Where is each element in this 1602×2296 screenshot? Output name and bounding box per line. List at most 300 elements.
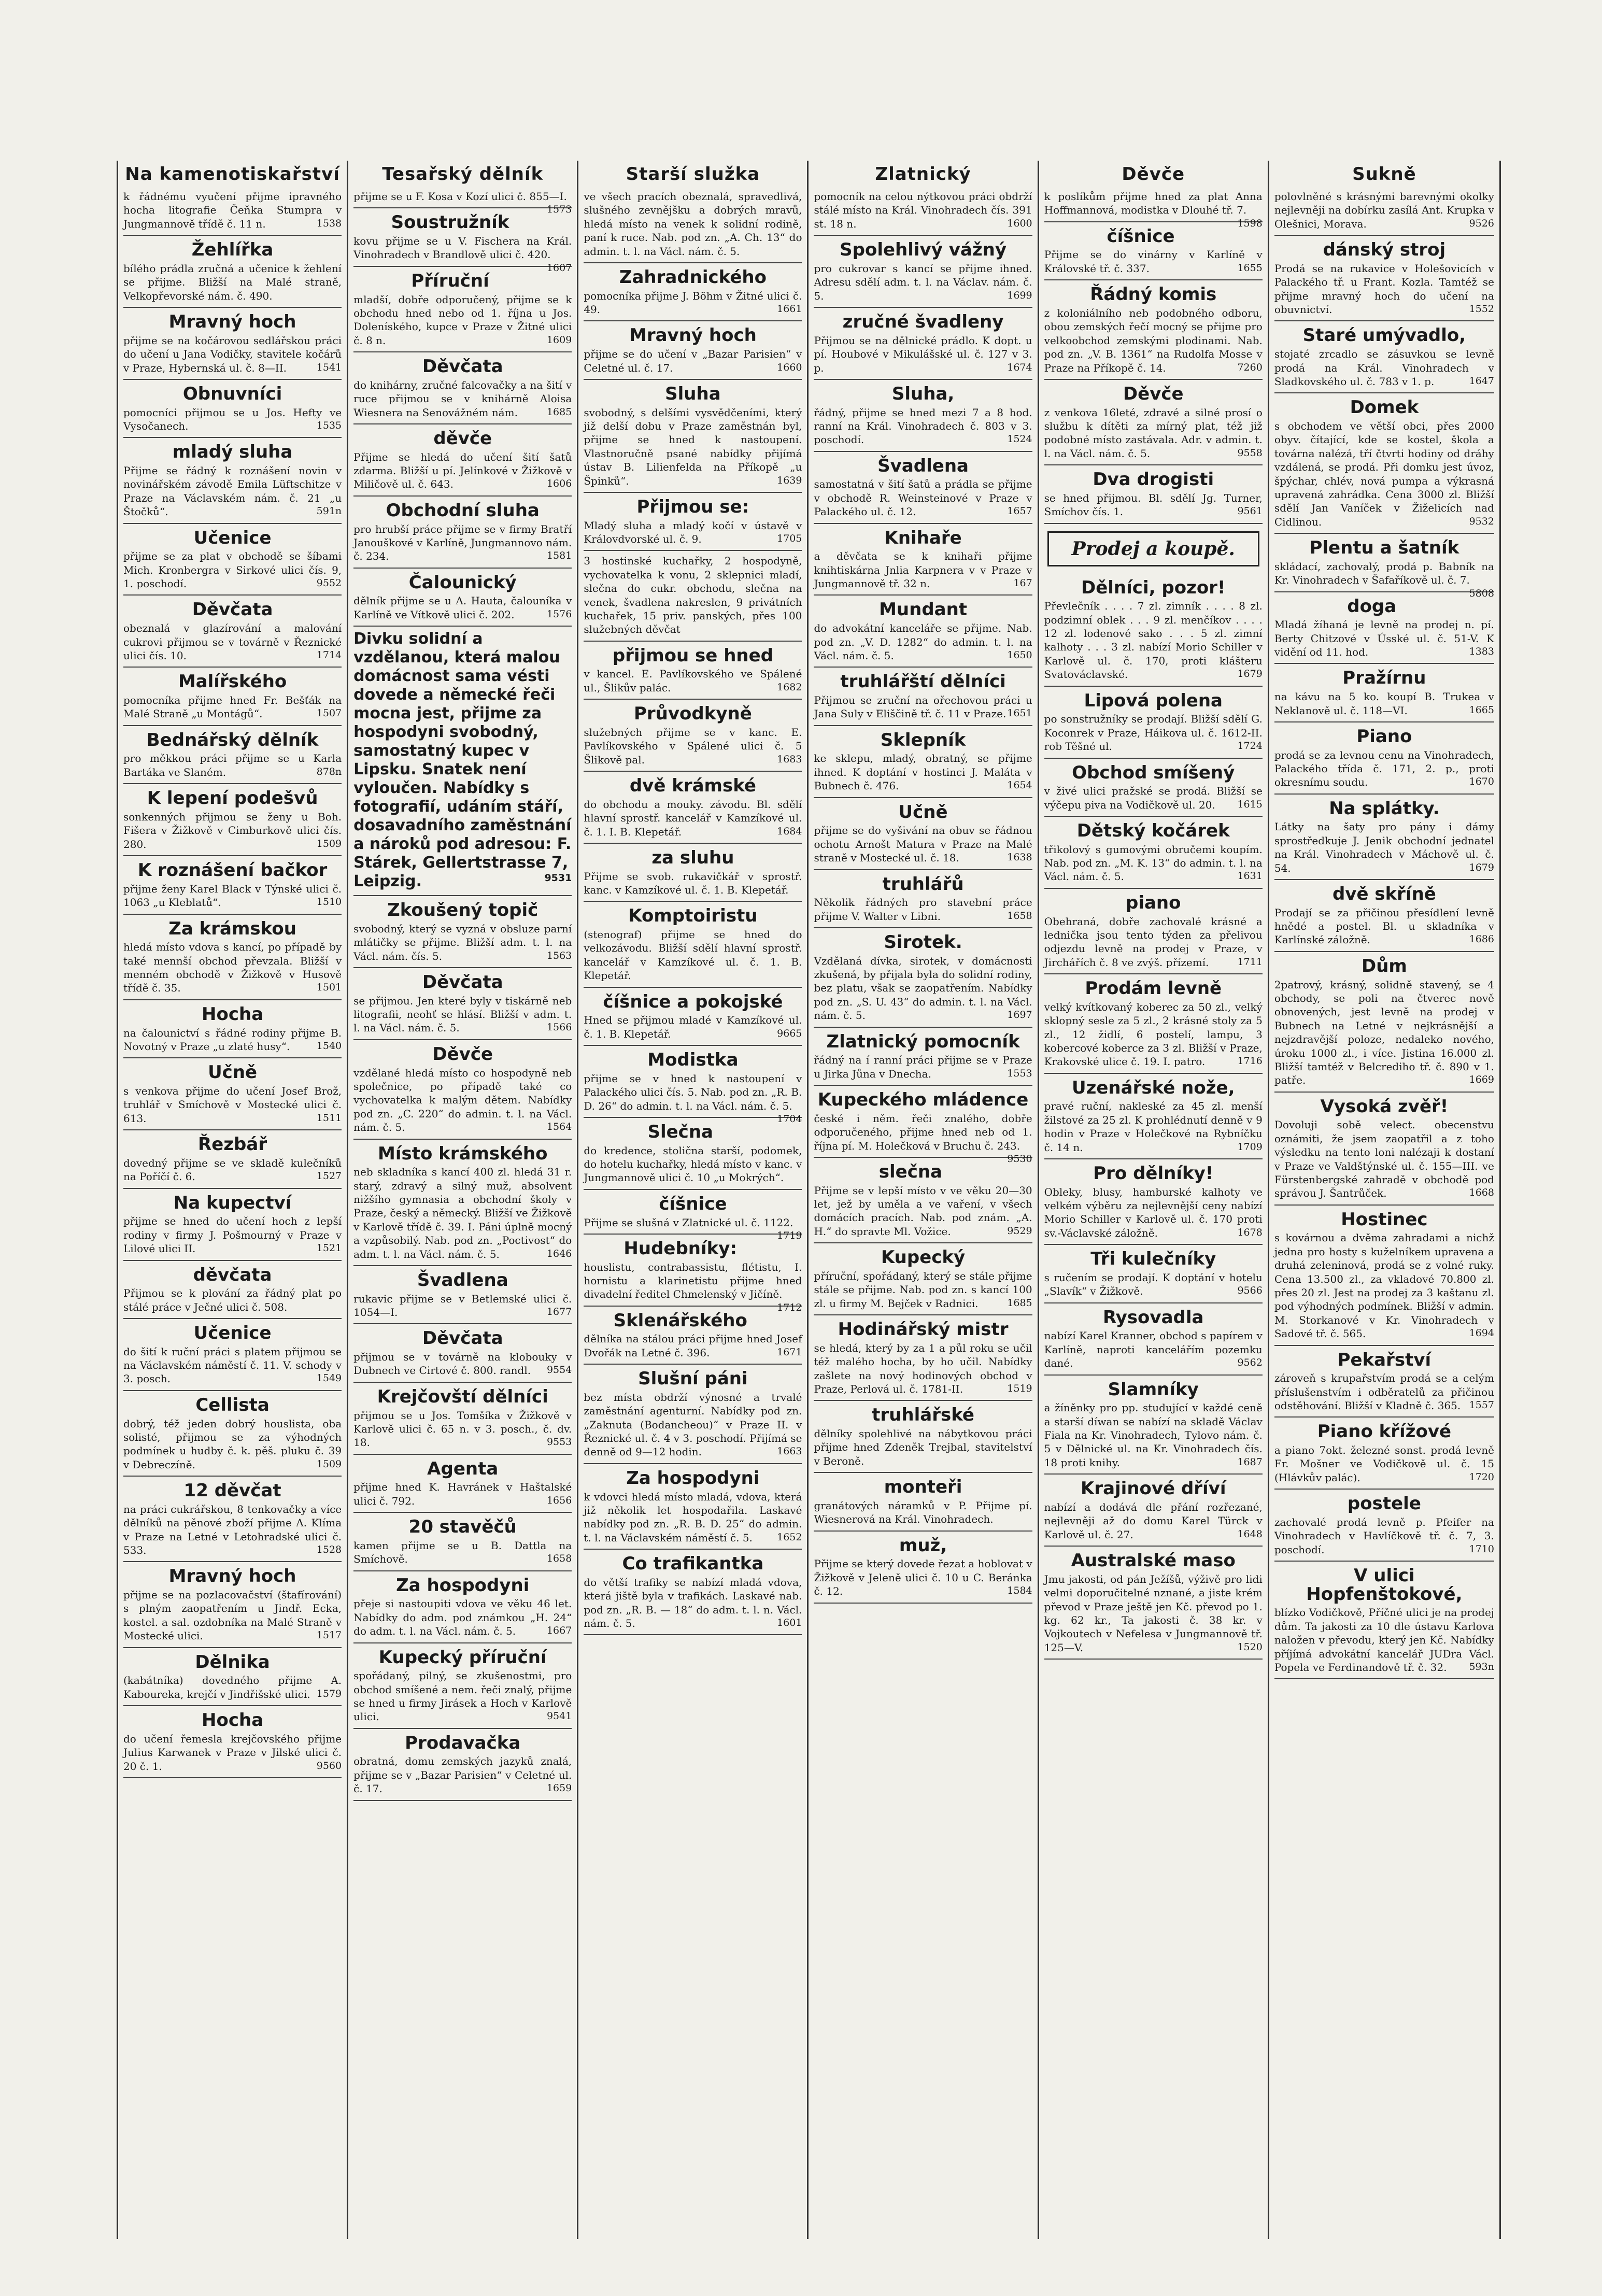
ad-number: 9553 xyxy=(546,1436,572,1448)
ad-text-block xyxy=(584,519,802,546)
ad-number: 1656 xyxy=(546,1494,572,1506)
ad-text-block xyxy=(123,334,342,375)
ad-headline: doga xyxy=(1347,596,1397,617)
ad-text: Jmu jakosti, od pán Ježíšů, výživě pro lidi velmi doporučitelné nznané, a jiste krém převod v Praze ještě jen Kč. převod po 1. kg. 62 kr., Ta jakosti č. 38 kr. v Vojkoutech v Nefelesa v Jungmannově tř. 125—V. xyxy=(1044,1572,1263,1654)
ad-text: neb skladníka s kancí 400 zl. hledá 31 r. starý, zdravý a silný muž, absolvent nižšího gymnasia a obchodní školy v Praze, český a německý. Bližší ve Žižkově v Karlově třídě č. 39. I. Páni úplně mocný a vzpůsobilý. Nab. pod zn. „Poctivost“ do adm. t. l. na Václ. nám. č. 5. xyxy=(353,1166,572,1260)
ad-text-block xyxy=(1274,906,1494,947)
ad-text: mladší, dobře odporučený, přijme se k obchodu hned nebo od 1. října u Jos. Doleníského, kupce v Praze v Žitné ulici č. 8 n. xyxy=(353,293,572,347)
ad-headline: Malířského xyxy=(178,671,287,692)
ad-number: 9554 xyxy=(546,1364,572,1376)
ad-text-block xyxy=(123,882,342,910)
ad-number: 9665 xyxy=(777,1027,802,1039)
ad-text-block xyxy=(123,406,342,433)
ad-text-block xyxy=(814,262,1032,303)
ad-number: 9562 xyxy=(1237,1357,1263,1369)
ad-text-block xyxy=(584,928,802,983)
classified-ad xyxy=(123,1000,342,1058)
ad-text: sonkenných přijmou se ženy u Boh. Fišera v Žižkově v Cimburkově ulici čís. 280. xyxy=(123,810,342,851)
ad-text-block xyxy=(1274,262,1494,317)
ad-text: na čalounictví s řádné rodiny přijme B. Novotný v Praze „u zlaté husy“. xyxy=(123,1026,342,1053)
ad-text: granátových náramků v P. Přijme pí. Wiesnerová na Král. Vinohradech. xyxy=(814,1499,1032,1526)
ad-text: pravé ruční, nakleské za 45 zl. menší žilstové za 25 zl. K prohlédnutí denně v 9 hodin v Praze v Holečkové na Rybníčku č. 14 n. xyxy=(1044,1100,1263,1154)
ad-number: 1598 xyxy=(1237,217,1263,229)
ad-number: 1646 xyxy=(546,1248,572,1259)
ad-headline: Mravný hoch xyxy=(168,311,296,333)
ad-text: Látky na šaty pro pány i dámy sprostředkuje J. Jenik obchodní jednatel na Král. Vinohradech v Máchově ul. č. 54. xyxy=(1274,820,1494,874)
ad-number: 1527 xyxy=(316,1170,342,1182)
ad-headline: zručné švadleny xyxy=(842,311,1004,333)
classified-ad xyxy=(353,424,572,497)
ad-headline: Tři kulečníky xyxy=(1090,1249,1216,1270)
ad-number: 1654 xyxy=(1007,779,1032,791)
column-heading: Děvče xyxy=(1122,164,1185,185)
ad-text-block xyxy=(814,752,1032,792)
ad-headline: Dělníci, pozor! xyxy=(1081,577,1226,598)
ad-number: 1683 xyxy=(777,753,802,765)
ad-headline: Krejčovští dělníci xyxy=(377,1386,548,1407)
ad-text-block xyxy=(353,234,572,274)
ad-number: 1501 xyxy=(316,982,342,994)
ad-headline: Přijmou se: xyxy=(636,496,749,517)
ad-headline: Sklepník xyxy=(880,729,966,750)
classified-ad xyxy=(353,187,572,216)
ad-text-block xyxy=(353,1066,572,1135)
ad-text: pomocníka přijme hned Fr. Bešťák na Malé Straně „u Montágů“. xyxy=(123,694,342,720)
ad-headline: Učně xyxy=(898,801,948,823)
ad-number: 1658 xyxy=(1007,910,1032,922)
classified-ad xyxy=(814,1028,1032,1086)
ad-text-block xyxy=(353,630,572,891)
ad-headline: Komptoiristu xyxy=(628,905,758,927)
classified-ad xyxy=(123,380,342,438)
ad-headline: Slušní páni xyxy=(638,1368,748,1390)
ad-number: 1521 xyxy=(316,1242,342,1254)
ad-text-block xyxy=(1274,618,1494,659)
ad-number: 1677 xyxy=(546,1306,572,1318)
ad-headline: číšnice a pokojské xyxy=(603,991,783,1012)
ad-headline: Rysovadla xyxy=(1103,1307,1204,1328)
ad-number: 1697 xyxy=(1007,1009,1032,1021)
ad-number: 9530 xyxy=(1007,1153,1032,1165)
classified-ad xyxy=(1044,1074,1263,1159)
classified-ad xyxy=(353,267,572,352)
ad-text: (stenograf) přijme se hned do velkozávodu. Bližší sdělí hlavní sprostř. kancelář v Kamzíkové ul. č. 1. B. Klepetář. xyxy=(584,928,802,982)
ad-number: 1566 xyxy=(546,1022,572,1033)
ad-text: Přijmou se na dělnické prádlo. K dopt. u pí. Houbové v Mikulášské ul. č. 127 v 3. p. xyxy=(814,334,1032,374)
classified-ad xyxy=(814,1532,1032,1604)
ad-headline: Hudebníky: xyxy=(623,1238,738,1259)
ad-text-block xyxy=(123,752,342,779)
classified-ad xyxy=(1274,722,1494,795)
classified-ad xyxy=(584,700,802,772)
ad-headline: Děvčata xyxy=(422,1328,503,1349)
ad-text-block xyxy=(1274,978,1494,1087)
ad-text: nabízí Karel Kranner, obchod s papírem v Karlíně, naproti kancelářím pozemku dané. xyxy=(1044,1329,1263,1370)
classified-ad xyxy=(1274,1418,1494,1490)
ad-headline: Kupecký příruční xyxy=(378,1647,547,1668)
ad-headline: slečna xyxy=(878,1161,943,1182)
ad-text: samostatná v šití šatů a prádla se přijme v obchodě R. Weinsteinové v Praze v Palackého ul. č. 12. xyxy=(814,478,1032,518)
ad-number: 1699 xyxy=(1007,289,1032,301)
column-heading: Zlatnický xyxy=(875,164,971,185)
ad-number: 1535 xyxy=(316,419,342,431)
ad-headline: Zlatnický pomocník xyxy=(826,1031,1020,1052)
ad-text: do knihárny, zručné falcovačky a na šití v ruce přijmou se v knihárně Aloisa Wiesnera na Senovážném nám. xyxy=(353,378,572,419)
ad-text-block xyxy=(1044,1401,1263,1469)
classified-ad xyxy=(584,1550,802,1635)
ad-number: 1710 xyxy=(1469,1543,1494,1555)
ad-text: Převlečník . . . . 7 zl. zimník . . . . 8 zl. podzimní oblek . . . 9 zl. menčíkov . . . . 12 zl. lodenové sako . . . 5 zl. zimní kalhoty . . . 3 zl. nabízí Morio Schiller v Karlově ul. č. 170, proti klášteru Svatováclavské. xyxy=(1044,600,1263,681)
ad-text-block xyxy=(814,621,1032,662)
ad-headline: V ulici Hopfenštokové, xyxy=(1306,1565,1463,1605)
ad-text-block xyxy=(353,994,572,1035)
ad-number: 1679 xyxy=(1469,861,1494,873)
ad-text-block xyxy=(1274,347,1494,388)
ad-number: 1520 xyxy=(1237,1641,1263,1653)
classified-ad xyxy=(1044,974,1263,1074)
classified-ad xyxy=(353,1643,572,1729)
ad-text-block xyxy=(123,464,342,519)
classified-ad xyxy=(123,856,342,914)
ad-number: 9541 xyxy=(546,1710,572,1722)
ad-text: dělníka na stálou práci přijme hned Josef Dvořák na Letné č. 396. xyxy=(584,1333,802,1359)
ad-text-block xyxy=(123,621,342,662)
ad-text: s obchodem ve větší obci, přes 2000 obyv. čítající, kde se kostel, škola a továrna nalézá, tří čtvrti hodiny od dráhy vzdálená, se prodá. Při domku jest úvoz, špýchar, chlév, nová pumpa a výkrasná upravená zahrádka. Cena 3000 zl. Bližší sdělí Jan Vaníček v Žiželicích nad Cidlinou. xyxy=(1274,419,1494,528)
ad-text: Přijme se svob. rukavičkář v sprostř. kanc. v Kamzíkové ul. č. 1. B. Klepetář. xyxy=(584,870,802,896)
ad-headline: Příruční xyxy=(411,270,489,291)
ad-text: Hned se přijmou mladé v Kamzíkové ul. č. 1. B. Klepetář. xyxy=(584,1014,802,1040)
ad-text-block xyxy=(584,726,802,767)
ad-headline: Staré umývadlo, xyxy=(1302,325,1466,346)
classified-ad xyxy=(353,1455,572,1513)
ad-text-block xyxy=(123,262,342,303)
ad-headline: Slečna xyxy=(647,1121,713,1142)
classified-ad xyxy=(1044,1547,1263,1660)
ad-number: 1509 xyxy=(316,1458,342,1470)
ad-headline: mladý sluha xyxy=(172,442,293,463)
ad-text: Přijme se řádný k roznášení novin v novinářském závodě Emila Lüftschitze v Praze na Václavském nám. č. 21 „u Štočků“. xyxy=(123,464,342,518)
ad-headline: Hostinec xyxy=(1341,1209,1428,1230)
classified-ad xyxy=(1044,1376,1263,1475)
ad-headline: Zahradnického xyxy=(619,266,767,288)
ad-text-block xyxy=(814,824,1032,864)
classified-ad xyxy=(123,1391,342,1477)
ad-number: 1712 xyxy=(777,1301,802,1313)
ad-number: 1709 xyxy=(1237,1141,1263,1153)
classified-ad xyxy=(123,1130,342,1188)
ad-headline: Zkoušený topič xyxy=(387,900,538,921)
ad-number: 9558 xyxy=(1237,447,1263,459)
ad-number: 591n xyxy=(316,505,342,517)
ad-text: bílého prádla zručná a učenice k žehlení se přijme. Bližší na Malé straně, Velkopřevorské nám. č. 490. xyxy=(123,262,342,302)
ad-number: 1686 xyxy=(1469,933,1494,945)
column-heading: Starší služka xyxy=(626,164,760,185)
ad-number: 9526 xyxy=(1469,217,1494,229)
ad-headline: Dům xyxy=(1361,955,1407,976)
ad-text-block xyxy=(814,1184,1032,1239)
ad-text-block xyxy=(1044,1099,1263,1154)
classified-ad xyxy=(814,452,1032,524)
ad-text: pomocník na celou nýtkovou práci obdrží stálé místo na Král. Vinohradech čís. 391 st. 18 n. xyxy=(814,190,1032,230)
ad-text-block xyxy=(814,1341,1032,1396)
ad-text: přeje si nastoupiti vdova ve věku 46 let. Nabídky do adm. pod známkou „H. 24“ do adm. t. l. na Václ. nám. č. 5. xyxy=(353,1597,572,1638)
ad-text-block xyxy=(353,1539,572,1566)
ad-text-block xyxy=(814,477,1032,518)
ad-text: na práci cukrářskou, 8 tenkovačky a více dělníků na pěnové zboží přijme A. Klíma v Praze na Letné v Letohradské ulici č. 533. xyxy=(123,1503,342,1556)
classified-ad xyxy=(1274,952,1494,1093)
ad-headline: Sklenářského xyxy=(613,1310,747,1331)
ad-text: Přijmou se zruční na ořechovou práci u Jana Suly v Eliščině tř. č. 11 v Praze. xyxy=(814,694,1032,720)
ad-text-block xyxy=(1044,712,1263,753)
ad-text: spořádaný, pilný, se zkušenostmi, pro obchod smíšené a nem. řeči znalý, přijme se hned u firmy Jirásek a Hoch v Karlově ulici. xyxy=(353,1669,572,1723)
ad-headline: Švadlena xyxy=(417,1269,508,1291)
ad-headline: Dva drogisti xyxy=(1093,469,1214,490)
classified-ad xyxy=(814,1315,1032,1401)
ad-text: pro měkkou práci přijme se u Karla Bartáka ve Slaném. xyxy=(123,752,342,778)
ad-text-block xyxy=(353,1597,572,1638)
classified-ad xyxy=(353,968,572,1040)
ad-text-block xyxy=(353,450,572,491)
classified-ad xyxy=(123,524,342,596)
ad-text-block xyxy=(1274,1231,1494,1340)
ad-text-block xyxy=(123,1417,342,1472)
ad-headline: Plentu a šatník xyxy=(1309,537,1459,559)
classified-ad xyxy=(123,236,342,308)
ad-text: dělník přijme se u A. Hauta, čalouníka v Karlíně ve Vítkově ulici č. 202. xyxy=(353,594,572,621)
classified-ad xyxy=(353,352,572,424)
classified-ad xyxy=(1044,687,1263,759)
ad-text: a piano 7okt. železné sonst. prodá levně Fr. Mošner ve Vodičkově ul. č. 15 (Hlávkův palác). xyxy=(1274,1444,1494,1484)
ad-number: 1519 xyxy=(1007,1382,1032,1394)
ad-text: Mladý sluha a mladý kočí v ústavě v Královdvorské ul. č. 9. xyxy=(584,519,802,545)
ad-text: k řádnému vyučení přijme ipravného hocha litografie Čeňka Stumpra v Jungmannově třídě č. 11 n. xyxy=(123,190,342,230)
ad-number: 1678 xyxy=(1237,1226,1263,1238)
ad-number: 1667 xyxy=(546,1625,572,1637)
ad-number: 1576 xyxy=(546,608,572,620)
classified-ad xyxy=(353,1513,572,1571)
ad-headline: Za hospodyni xyxy=(626,1467,760,1489)
ad-text: k poslíkům přijme hned za plat Anna Hoffmannová, modistka v Dlouhé tř. 7. xyxy=(1044,190,1263,217)
classified-ad xyxy=(353,1140,572,1266)
ad-text: přijme se u F. Kosa v Kozí ulici č. 855—I. xyxy=(353,190,567,203)
ad-number: 1655 xyxy=(1237,262,1263,274)
ad-text-block xyxy=(814,896,1032,923)
classified-ad xyxy=(814,1401,1032,1473)
ad-number: 5808 xyxy=(1469,587,1494,599)
ad-text: se hledá, který by za 1 a půl roku se učil též malého hocha, by ho učil. Nabídky zašlete na nový hodinových obchod v Praze, Perlová ul. č. 1781-II. xyxy=(814,1341,1032,1395)
ad-text: svobodný, s delšími vysvědčeními, který již delší dobu v Praze zaměstnán byl, přijme se hned k nastoupení. Vlastnoručně psané nabídky přijímá ústav B. Lilienfelda na Příkopě „u Špinků“. xyxy=(584,406,802,487)
ad-text-block xyxy=(584,190,802,258)
ad-number: 1657 xyxy=(1007,505,1032,517)
ad-text: dovedný přijme se ve skladě kulečníků na Poříčí č. 6. xyxy=(123,1156,342,1183)
classified-ad xyxy=(584,263,802,321)
ad-number: 1552 xyxy=(1469,303,1494,315)
ad-number: 1528 xyxy=(316,1543,342,1555)
ad-text-block xyxy=(1044,599,1263,681)
ad-text: řádný, přijme se hned mezi 7 a 8 hod. ranní na Král. Vinohradech č. 803 v 3. poschodí. xyxy=(814,406,1032,446)
ad-number: 1517 xyxy=(316,1629,342,1641)
ad-headline: Děvče xyxy=(1123,383,1184,404)
ad-text-block xyxy=(353,1480,572,1508)
column-heading: Tesařský dělník xyxy=(382,164,544,185)
ad-headline: Mravný hoch xyxy=(168,1566,296,1587)
ad-text: obeznalá v glazírování a malování cukrovi přijmou se v továrně v Řeznické ulici čís. 10. xyxy=(123,622,342,662)
ad-number: 1549 xyxy=(316,1372,342,1384)
classified-ad xyxy=(1044,1245,1263,1303)
ad-number: 1659 xyxy=(546,1782,572,1794)
ad-headline: Švadlena xyxy=(877,455,969,476)
ad-headline: Bednářský dělník xyxy=(146,729,319,750)
ad-text: přijme se v hned k nastoupení v Palackého ulici čís. 5. Nab. pod zn. „R. B. D. 26“ do admin. t. l. na Václ. nám. č. 5. xyxy=(584,1072,802,1112)
ad-headline: Obnuvníci xyxy=(182,383,282,404)
classified-ad xyxy=(123,1319,342,1391)
ad-number: 1538 xyxy=(316,217,342,229)
ad-text: české i něm. řeči znalého, dobře odporučeného, přijme hned neb od 1. října pí. M. Holečková v Bruchu č. 243. xyxy=(814,1112,1032,1152)
classified-ad xyxy=(814,928,1032,1028)
ad-headline: truhlářští dělníci xyxy=(840,671,1006,692)
ad-text: v kancel. E. Pavlíkovského ve Spálené ul., Šlikův palác. xyxy=(584,668,802,694)
ad-text: Přijmou se k plování za řádný plat po stálé práce v Ječné ulici č. 508. xyxy=(123,1287,342,1313)
ad-number: 9560 xyxy=(316,1760,342,1771)
ad-text: blízko Vodičkově, Příčné ulici je na prodej dům. Ta jakosti za 10 dle ústavu Karlova naložen v převodu, který jen Kč. Nabídky příjímá advokátní kancelář JUDra Václ. Popela ve Ferdinandově tř. č. 32. xyxy=(1274,1606,1494,1674)
ad-text: nabízí a dodává dle přání rozřezané, nejlevněji až do domu Karel Türck v Karlově ul. č. 27. xyxy=(1044,1500,1263,1541)
ad-headline: postele xyxy=(1347,1493,1421,1514)
ad-number: 1579 xyxy=(316,1688,342,1699)
classified-ad xyxy=(584,1190,802,1241)
ad-text: přijme se na kočárovou sedlářskou práci do učení u Jana Vodičky, stavitele kočárů v Praze, Hybernská ul. č. 8—II. xyxy=(123,334,342,374)
classified-ad xyxy=(123,187,342,236)
ad-headline: Řádný komis xyxy=(1090,284,1217,305)
ad-headline: Knihaře xyxy=(884,527,962,548)
ad-headline: Hocha xyxy=(202,1003,264,1025)
ad-text: kamen přijme se u B. Dattla na Smíchově. xyxy=(353,1539,572,1566)
classified-ad xyxy=(353,497,572,569)
newspaper-page xyxy=(117,161,1501,2239)
ad-text-block xyxy=(584,406,802,488)
classified-ad xyxy=(353,1383,572,1455)
ad-text-block xyxy=(584,347,802,375)
ad-text-block xyxy=(584,1216,802,1241)
classified-ad xyxy=(1274,534,1494,599)
ad-text-block xyxy=(1044,406,1263,461)
classified-ad xyxy=(1044,1303,1263,1376)
classified-ad xyxy=(1044,380,1263,465)
ad-headline: dánský stroj xyxy=(1323,239,1446,261)
ad-text-block xyxy=(353,1165,572,1261)
ad-text: houslistu, contrabassistu, flétistu, I. hornistu a klarinetistu přijme hned divadelní ředitel Chmelenský v Jičíně. xyxy=(584,1260,802,1301)
ad-text: a děvčata se k knihaři přijme knihtiskárna Jnlia Karpnera v v Praze v Jungmannově tř. 32 n. xyxy=(814,550,1032,590)
ad-text-block xyxy=(123,1588,342,1643)
ad-text: přijmou se u Jos. Tomšíka v Žižkově v Karlově ulici č. 65 n. v 3. posch., č. dv. 18. xyxy=(353,1409,572,1449)
classified-ad xyxy=(814,668,1032,726)
ad-text: stojaté zrcadlo se zásuvkou se levně prodá na Král. Vinohradech v Sladkovského ul. č. 783 v 1. p. xyxy=(1274,348,1494,388)
ad-headline: číšnice xyxy=(1107,225,1175,247)
classified-ad xyxy=(1044,1475,1263,1547)
ad-text: Obehraná, dobře zachovalé krásné a lednička jsou tento týden za přelivou odjezdu levně na prodej v Praze, v Jirchářích č. 8 ve zvýš. přízemí. xyxy=(1044,915,1263,969)
classified-ad xyxy=(353,208,572,274)
ad-text: Několik řádných pro stavební práce přijme V. Walter v Libni. xyxy=(814,896,1032,923)
classified-ad xyxy=(814,308,1032,380)
classified-ad xyxy=(814,236,1032,308)
ad-headline: 12 děvčat xyxy=(183,1480,281,1501)
ad-text-block xyxy=(1274,690,1494,717)
ad-text-block xyxy=(353,594,572,621)
ad-text: Přijme se do vinárny v Karlíně v Královské tř. č. 337. xyxy=(1044,248,1263,275)
classified-ad xyxy=(1044,889,1263,974)
ad-headline: Vysoká zvěř! xyxy=(1320,1096,1449,1117)
ad-text: přijmou se v továrně na klobouky v Dubnech ve Cirtové č. 800. randl. xyxy=(353,1351,572,1377)
ad-number: 1694 xyxy=(1469,1327,1494,1339)
ad-text: 2patrový, krásný, solidně stavený, se 4 obchody, se poli na čtverec nově obnovených, jest levně na prodej v Bubnech na Letné v nejkrásnější a nejzdravější poloze, nedaleko nového, úroku 1000 zl., i více. Jistina 16.000 zl. Bližší tamtéž v Belcrediho tř. č. 890 v 1. patře. xyxy=(1274,978,1494,1087)
ad-column xyxy=(1039,161,1269,2239)
ad-headline: truhlářů xyxy=(882,873,964,895)
classified-ad xyxy=(584,1235,802,1313)
ad-text-block xyxy=(1274,1118,1494,1200)
ad-number: 9531 xyxy=(544,872,572,884)
ad-text-block xyxy=(1044,1500,1263,1541)
ad-number: 1670 xyxy=(1469,776,1494,788)
classified-ad xyxy=(353,1729,572,1801)
ad-text-block xyxy=(584,1144,802,1185)
classified-ad xyxy=(814,870,1032,928)
ad-headline: Učně xyxy=(208,1062,258,1083)
ad-text: pro cukrovar s kancí se přijme ihned. Adresu sdělí adm. t. l. na Václav. nám. č. 5. xyxy=(814,262,1032,302)
classified-ad xyxy=(1044,759,1263,817)
ad-text-block xyxy=(1044,190,1263,229)
ad-text-block xyxy=(123,693,342,721)
ad-text-block xyxy=(353,1350,572,1378)
classified-ad xyxy=(814,524,1032,596)
ad-headline: Pekařství xyxy=(1337,1349,1431,1370)
ad-number: 9561 xyxy=(1237,505,1263,517)
ad-text: vzdělané hledá místo co hospodyně neb společnice, po případě také co vychovatelka k malým dětem. Nabídky pod zn. „C. 220“ do admin. t. l. na Václ. nám. č. 5. xyxy=(353,1066,572,1134)
ad-text: polovlněné s krásnými barevnými okolky nejlevněji na dobírku zasílá Ant. Krupka v Olešnici, Morava. xyxy=(1274,190,1494,230)
ad-headline: Děvče xyxy=(432,1043,493,1065)
ad-headline: Učenice xyxy=(193,527,272,548)
ad-number: 1557 xyxy=(1469,1399,1494,1411)
ad-text: Přijme se který dovede řezat a hoblovat v Žižkově v Jeleně ulici č. 10 u C. Beránka č. 12. xyxy=(814,1557,1032,1598)
ad-number: 1541 xyxy=(316,361,342,373)
ad-text: Vzdělaná dívka, sirotek, v domácnosti zkušená, by přijala byla do solidní rodiny, bez platu, však se zaopatřením. Nabídky pod zn. „S. U. 43“ do admin. t. l. na Václ. nám. č. 5. xyxy=(814,954,1032,1022)
ad-headline: Za hospodyni xyxy=(396,1575,530,1596)
ad-text-block xyxy=(353,378,572,419)
ad-headline: Modistka xyxy=(647,1050,739,1071)
ad-text-block xyxy=(123,1345,342,1386)
classified-ad xyxy=(1274,664,1494,722)
classified-ad xyxy=(1274,187,1494,236)
ad-number: 1639 xyxy=(777,474,802,486)
ad-text-block xyxy=(1274,419,1494,529)
ad-headline: Krajinové dříví xyxy=(1080,1478,1226,1499)
ad-text: přijme se do vyšivání na obuv se řádnou ochotu Arnošt Matura v Praze na Malé straně v Mostecké ul. č. 18. xyxy=(814,824,1032,864)
classified-ad xyxy=(814,1158,1032,1243)
ad-text: Přijme se slušná v Zlatnické ul. č. 1122. xyxy=(584,1216,793,1229)
ad-headline: Uzenářské nože, xyxy=(1071,1077,1235,1098)
ad-number: 1647 xyxy=(1469,375,1494,387)
classified-ad xyxy=(1274,1206,1494,1346)
ad-text: velký kvítkovaný koberec za 50 zl., velký sklopný sesle za 5 zl., 2 krásné stoly za 5 zl., 12 židlí, 6 postelí, lampu, 3 kobercové koberce za 3 zl. Bližší v Praze, Krakovské ulice č. 19. I. patro. xyxy=(1044,1000,1263,1068)
ad-number: 1609 xyxy=(546,334,572,346)
ad-headline: Mundant xyxy=(879,599,968,620)
ad-headline: Čalounický xyxy=(408,572,517,593)
ad-number: 1665 xyxy=(1469,704,1494,716)
ad-text: pomocníka přijme J. Böhm v Žitné ulici č. 49. xyxy=(584,289,802,316)
classified-ad xyxy=(584,380,802,493)
ad-headline: děvče xyxy=(433,428,492,449)
ad-headline: Cellista xyxy=(195,1394,270,1415)
ad-text: po sonstružníky se prodají. Bližší sdělí G. Koconrek v Praze, Háikova ul. č. 1612-II. rob Těšné ul. xyxy=(1044,713,1263,753)
ad-text: dělníky spolehlivé na nábytkovou práci přijme hned Zdeněk Trejbal, stavitelství v Beroně. xyxy=(814,1427,1032,1467)
